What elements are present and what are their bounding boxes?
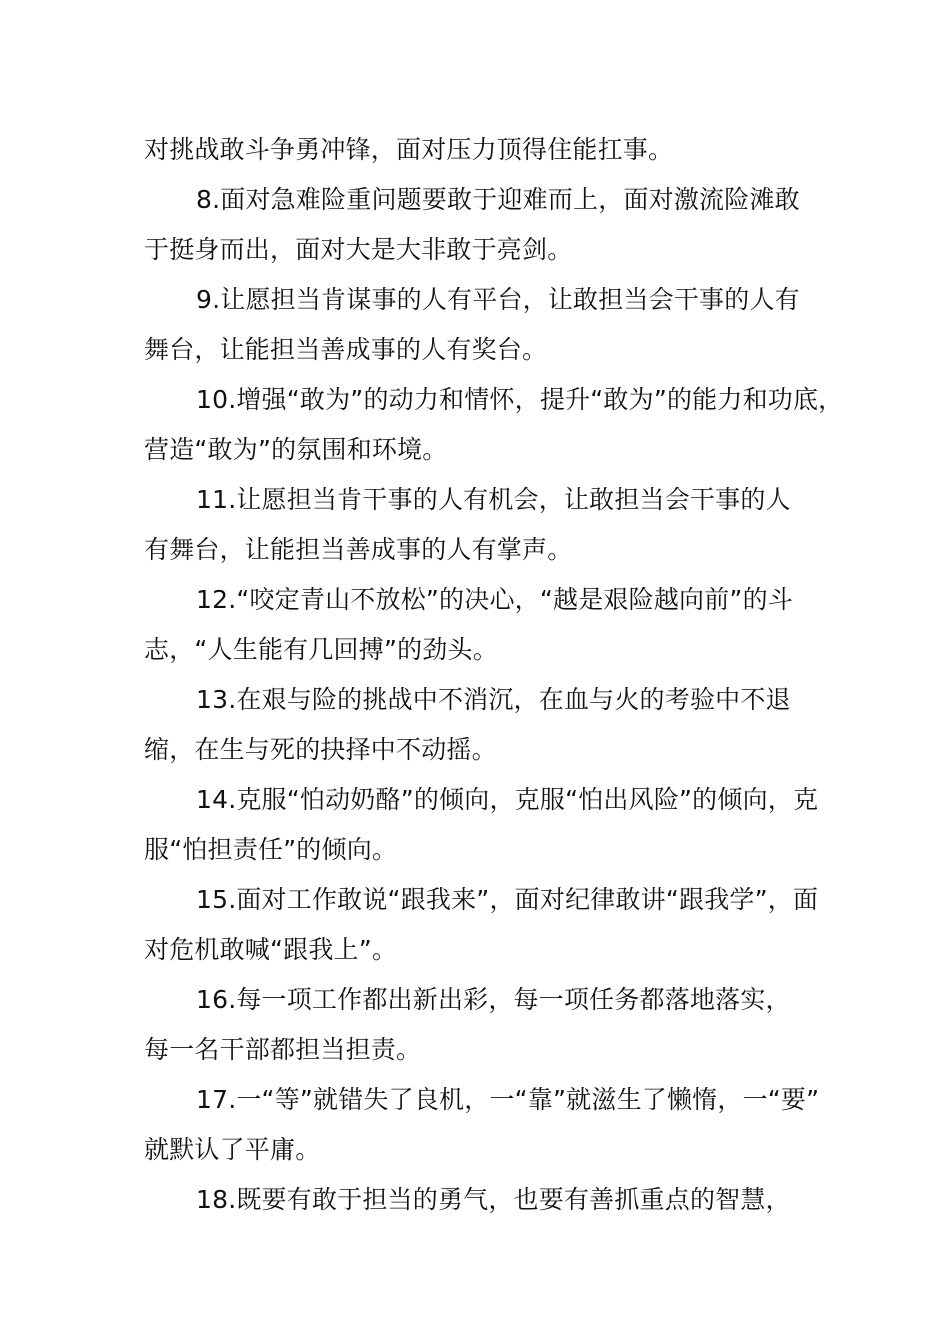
text-line: 16.每一项工作都出新出彩，每一项任务都落地落实， — [196, 985, 791, 1014]
text-line: 18.既要有敢于担当的勇气，也要有善抓重点的智慧， — [196, 1185, 791, 1214]
text-line: 服“怕担责任”的倾向。 — [144, 835, 398, 864]
text-line: 10.增强“敢为”的动力和情怀，提升“敢为”的能力和功底， — [196, 385, 844, 414]
text-line: 缩，在生与死的抉择中不动摇。 — [144, 735, 497, 764]
text-line: 舞台，让能担当善成事的人有奖台。 — [144, 335, 548, 364]
text-line: 营造“敢为”的氛围和环境。 — [144, 435, 448, 464]
text-line: 15.面对工作敢说“跟我来”，面对纪律敢讲“跟我学”，面 — [196, 885, 819, 914]
text-line: 13.在艰与险的挑战中不消沉，在血与火的考验中不退 — [196, 685, 791, 714]
text-line: 有舞台，让能担当善成事的人有掌声。 — [144, 535, 573, 564]
text-line: 对挑战敢斗争勇冲锋，面对压力顶得住能扛事。 — [144, 135, 674, 164]
text-line: 8.面对急难险重问题要敢于迎难而上，面对激流险滩敢 — [196, 185, 800, 214]
text-line: 就默认了平庸。 — [144, 1135, 321, 1164]
text-line: 每一名干部都担当担责。 — [144, 1035, 422, 1064]
text-line: 对危机敢喊“跟我上”。 — [144, 935, 398, 964]
text-line: 9.让愿担当肯谋事的人有平台，让敢担当会干事的人有 — [196, 285, 800, 314]
text-line: 17.一“等”就错失了良机，一“靠”就滋生了懒惰，一“要” — [196, 1085, 820, 1114]
text-line: 12.“咬定青山不放松”的决心，“越是艰险越向前”的斗 — [196, 585, 793, 614]
text-line: 于挺身而出，面对大是大非敢于亮剑。 — [144, 235, 573, 264]
text-line: 14.克服“怕动奶酪”的倾向，克服“怕出风险”的倾向，克 — [196, 785, 819, 814]
text-line: 志，“人生能有几回搏”的劲头。 — [144, 635, 498, 664]
text-line: 11.让愿担当肯干事的人有机会，让敢担当会干事的人 — [196, 485, 791, 514]
